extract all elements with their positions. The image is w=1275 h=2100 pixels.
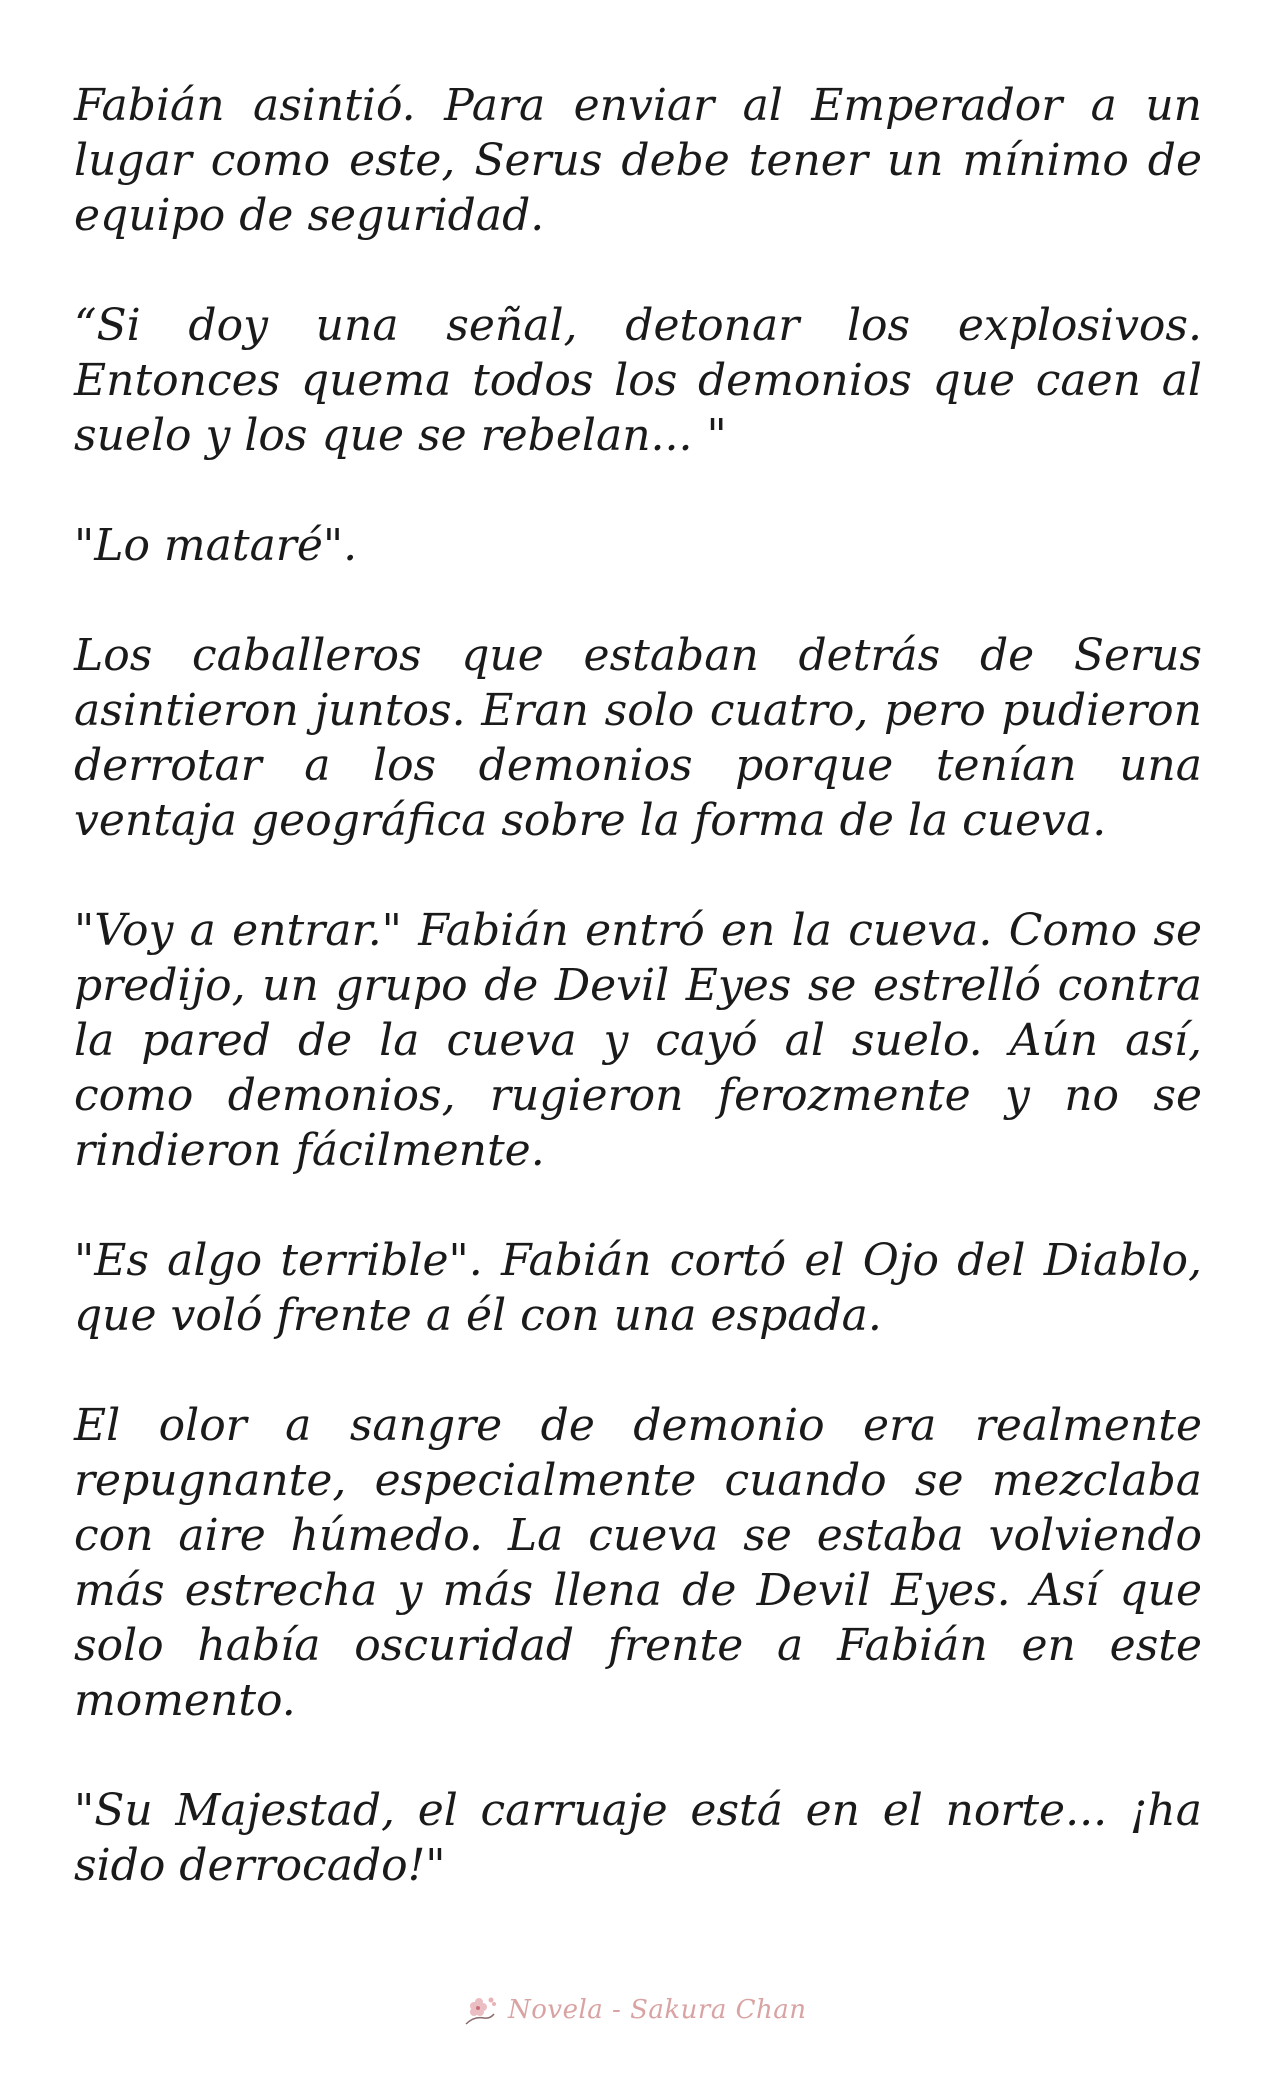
paragraph-3: "Lo mataré".: [74, 520, 358, 571]
watermark: [460, 1985, 807, 2035]
paragraph-8: "Su Majestad, el carruaje está en el norte... ¡ha sido derrocado!": [74, 1785, 1202, 1891]
paragraph-6: "Es algo terrible". Fabián cortó el Ojo del Diablo, que voló frente a él con una espada.: [74, 1235, 1202, 1341]
watermark-text: Novela - Sakura Chan: [508, 1995, 807, 2025]
story-text: [74, 78, 1202, 1948]
paragraph-7: El olor a sangre de demonio era realmente repugnante, especialmente cuando se mezclaba con aire húmedo. La cueva se estaba volviendo más estrecha y más llena de Devil Eyes. Así que solo había oscuridad frente a Fabián en este momento.: [74, 1400, 1202, 1726]
paragraph-1: Fabián asintió. Para enviar al Emperador a un lugar como este, Serus debe tener un mínimo de equipo de seguridad.: [74, 80, 1202, 241]
paragraph-5: "Voy a entrar." Fabián entró en la cueva. Como se predijo, un grupo de Devil Eyes se estrelló contra la pared de la cueva y cayó al suelo. Aún así, como demonios, rugieron ferozmente y no se rindieron fácilmente.: [74, 905, 1202, 1176]
paragraph-4: Los caballeros que estaban detrás de Serus asintieron juntos. Eran solo cuatro, pero pudieron derrotar a los demonios porque tenían una ventaja geográfica sobre la forma de la cueva.: [74, 630, 1202, 846]
paragraph-2: “Si doy una señal, detonar los explosivos. Entonces quema todos los demonios que caen al suelo y los que se rebelan... ": [74, 300, 1202, 461]
sakura-blossom-icon: [460, 1990, 500, 2030]
